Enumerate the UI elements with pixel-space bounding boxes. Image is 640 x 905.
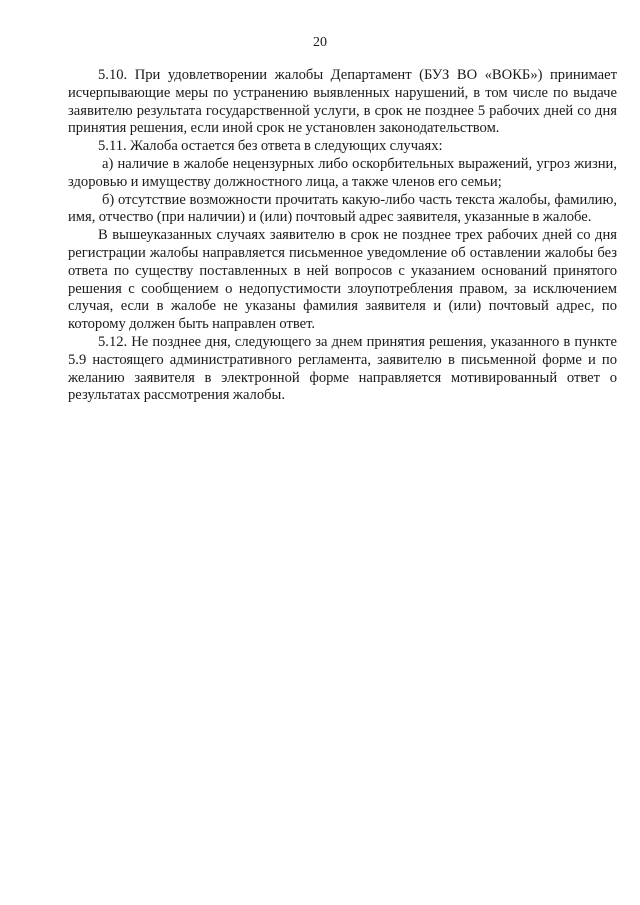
paragraph-5-11-a: а) наличие в жалобе нецензурных либо оскорбительных выражений, угроз жизни, здоровью и имуществу должностного лица, а также членов его семьи; bbox=[68, 155, 617, 190]
paragraph-5-10: 5.10. При удовлетворении жалобы Департамент (БУЗ ВО «ВОКБ») принимает исчерпывающие меры по устранению выявленных нарушений, в том числе по выдаче заявителю результата государственной услуги, в срок не позднее 5 рабочих дней со дня принятия решения, если иной срок не установлен законодательством. bbox=[68, 67, 617, 137]
page-number: 20 bbox=[313, 35, 327, 50]
paragraph-5-11-b: б) отсутствие возможности прочитать какую-либо часть текста жалобы, фамилию, имя, отчество (при наличии) и (или) почтовый адрес заявителя, указанные в жалобе. bbox=[68, 191, 617, 226]
paragraph-notification: В вышеуказанных случаях заявителю в срок не позднее трех рабочих дней со дня регистрации жалобы направляется письменное уведомление об оставлении жалобы без ответа по существу поставленных в ней вопросов с указанием оснований принятого решения с сообщением о недопустимости злоупотребления правом, за исключением случая, если в жалобе не указаны фамилия заявителя и (или) почтовый адрес, по которому должен быть направлен ответ. bbox=[68, 227, 617, 333]
document-body bbox=[68, 67, 617, 405]
paragraph-5-12: 5.12. Не позднее дня, следующего за днем принятия решения, указанного в пункте 5.9 настоящего административного регламента, заявителю в письменной форме и по желанию заявителя в электронной форме направляется мотивированный ответ о результатах рассмотрения жалобы. bbox=[68, 333, 617, 404]
paragraph-5-11: 5.11. Жалоба остается без ответа в следующих случаях: bbox=[98, 138, 443, 155]
